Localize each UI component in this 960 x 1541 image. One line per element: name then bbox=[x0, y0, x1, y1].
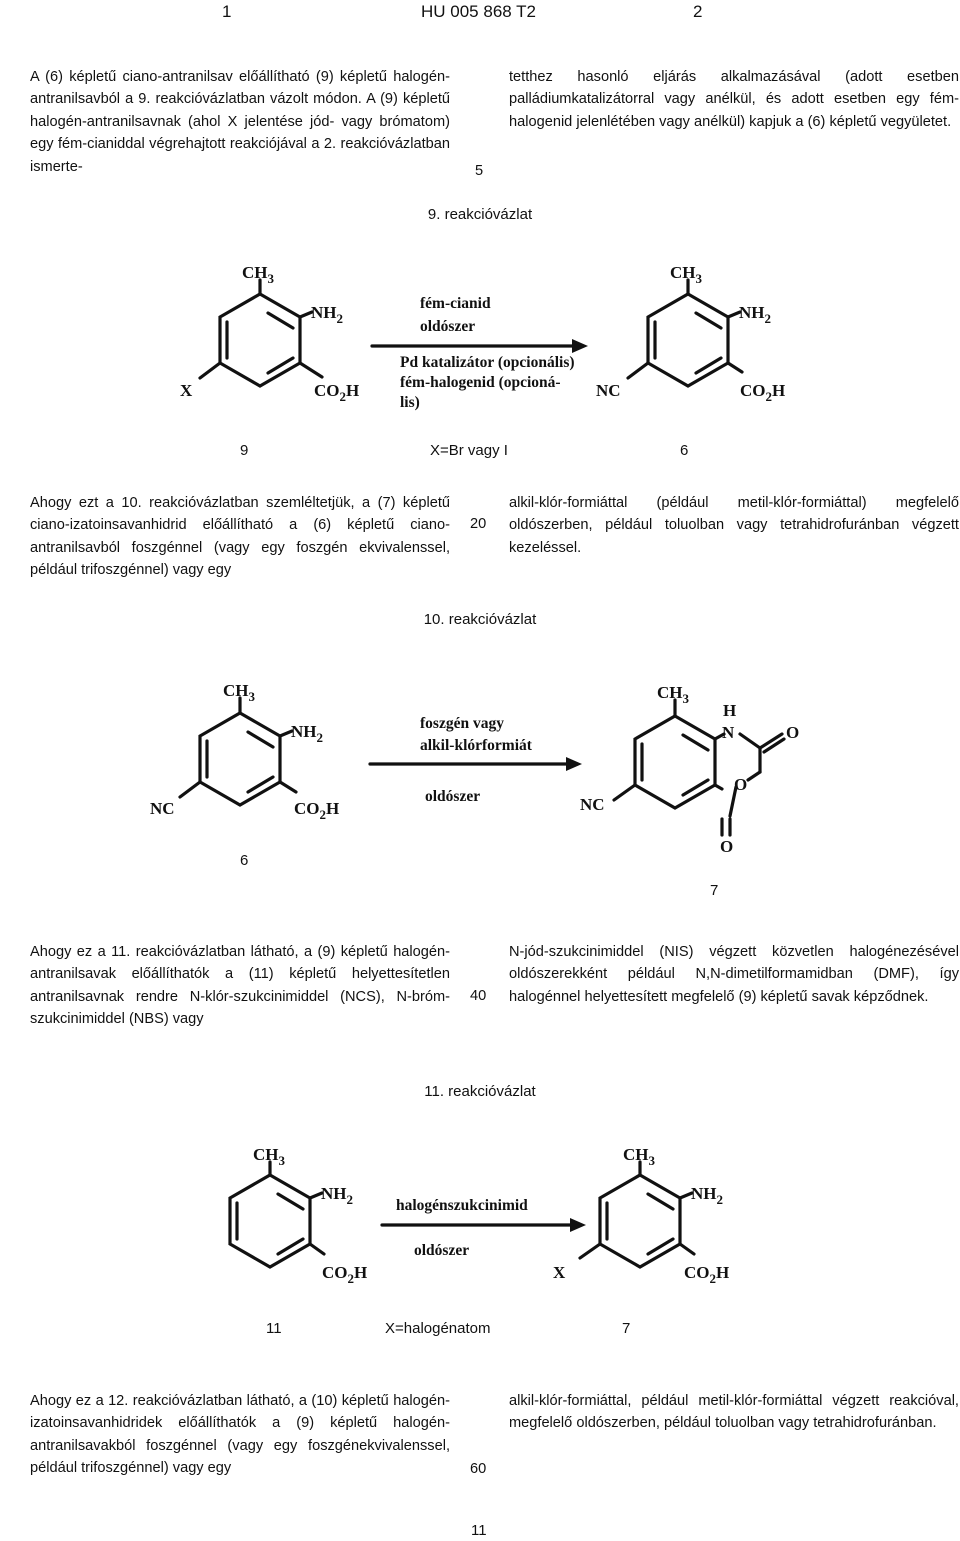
ch3-label: $CH_3$ bbox=[623, 1145, 655, 1168]
condition-9-below-3: lis) bbox=[400, 394, 420, 411]
co2h-label: $CO_2H$ bbox=[322, 1263, 368, 1286]
condition-11-above-1: halogénszukcinimid bbox=[396, 1197, 528, 1214]
scheme-10-title: 10. reakcióvázlat bbox=[423, 611, 537, 628]
co2h-label: $CO_2H$ bbox=[294, 799, 340, 822]
header-left-number: 1 bbox=[222, 2, 232, 21]
nc-label: NC bbox=[580, 795, 605, 814]
condition-10-above-1: foszgén vagy bbox=[420, 715, 504, 732]
reaction-arrow-10 bbox=[370, 715, 582, 805]
scheme-9-label-right: 6 bbox=[680, 442, 689, 459]
scheme-9-label-left: 9 bbox=[240, 442, 249, 459]
paragraph-3-left: Ahogy ez a 11. reakcióvázlatban látható, a (9) képletű halogén-antranilsavak előállíthatók a (11) képletű helyettesítetlen antranilsavnak rendre N-klór-szukcinimiddel (NCS), N-bróm-szukcinimiddel (NBS) vagy bbox=[30, 944, 450, 1028]
condition-11-below-1: oldószer bbox=[414, 1242, 470, 1259]
condition-9-below-1: Pd katalizátor (opcionális) bbox=[400, 354, 575, 371]
paragraph-1-left: A (6) képletű ciano-antranilsav előállítható (9) képletű halogén-antranilsavból a 9. reakcióvázlatban vázolt módon. A (9) képletű halogén-antranilsavnak (ahol X jelentése jód- vagy brómatom) egy fém-cianiddal végrehajtott reakciójával a 2. reakcióvázlatban ismerte- bbox=[30, 69, 450, 175]
paragraph-4-left: Ahogy ez a 12. reakcióvázlatban látható, a (10) képletű halogén-izatoinsavanhidridek előállíthatók a (9) képletű halogén-antranilsavakból foszgénnel (vagy egy foszgénekvivalenssel, például trifoszgénnel) vagy egy bbox=[30, 1393, 450, 1477]
scheme-10-label-left: 6 bbox=[240, 852, 249, 869]
ring-o-label: O bbox=[734, 775, 748, 794]
o-label: O bbox=[786, 723, 800, 742]
scheme-9-label-mid: X=Br vagy I bbox=[430, 442, 508, 459]
molecule-7 bbox=[580, 683, 799, 856]
co2h-label: $CO_2H$ bbox=[740, 381, 786, 404]
line-number-60: 60 bbox=[470, 1461, 487, 1477]
molecule-6 bbox=[150, 681, 339, 822]
paragraph-2-right: alkil-klór-formiáttal (például metil-klór-formiáttal) megfelelő oldószerben, például toluolban vagy tetrahidrofuránban végzett kezeléssel. bbox=[509, 495, 959, 556]
molecule-9 bbox=[180, 263, 359, 404]
condition-10-below-1: oldószer bbox=[425, 788, 481, 805]
header-right-number: 2 bbox=[693, 2, 703, 21]
reaction-arrow-9 bbox=[372, 295, 588, 411]
nh2-label: $NH_2$ bbox=[691, 1184, 723, 1207]
nh2-label: $NH_2$ bbox=[321, 1184, 353, 1207]
nc-label: NC bbox=[150, 799, 175, 818]
ch3-label: $CH_3$ bbox=[657, 683, 689, 706]
scheme-11-label-left: 11 bbox=[266, 1320, 282, 1337]
condition-9-below-2: fém-halogenid (opcioná- bbox=[400, 374, 561, 391]
scheme-10-structures bbox=[0, 666, 960, 856]
line-number-40: 40 bbox=[470, 988, 487, 1004]
co2h-label: $CO_2H$ bbox=[314, 381, 360, 404]
nh2-label: $NH_2$ bbox=[739, 303, 771, 326]
document-id: HU 005 868 T2 bbox=[421, 2, 536, 21]
page-number: 11 bbox=[471, 1522, 487, 1539]
scheme-11-title: 11. reakcióvázlat bbox=[424, 1083, 536, 1100]
molecule-11 bbox=[230, 1145, 367, 1286]
scheme-9-title: 9. reakcióvázlat bbox=[427, 206, 533, 223]
paragraph-2-left: Ahogy ezt a 10. reakcióvázlatban szemléltetjük, a (7) képletű ciano-izatoinsavanhidrid előállítható a (6) képletű ciano-antranilsavból foszgénnel (vagy egy foszgén ekvivalenssel, például trifoszgénnel) vagy egy bbox=[30, 495, 450, 579]
condition-10-above-2: alkil-klórformiát bbox=[420, 737, 532, 754]
reaction-arrow-11 bbox=[382, 1197, 586, 1259]
condition-9-above-1: fém-cianid bbox=[420, 295, 491, 312]
paragraph-1-right: tetthez hasonló eljárás alkalmazásával (adott esetben palládiumkatalizátorral vagy anélkül, és adott esetben egy fém-halogenid jelenlétében vagy anélkül) kapjuk a (6) képletű vegyületet. bbox=[509, 69, 959, 130]
nc-label: NC bbox=[596, 381, 621, 400]
scheme-10-label-right: 7 bbox=[710, 882, 719, 899]
molecule-6 bbox=[596, 263, 785, 404]
ch3-label: $CH_3$ bbox=[242, 263, 274, 286]
ch3-label: $CH_3$ bbox=[223, 681, 255, 704]
paragraph-4-right: alkil-klór-formiáttal, például metil-klór-formiáttal végzett reakcióval, megfelelő oldószerben, például toluolban vagy tetrahidrofuránban. bbox=[509, 1393, 959, 1432]
x-label: X bbox=[553, 1263, 566, 1282]
n-label: N bbox=[722, 723, 735, 742]
paragraph-3-right: N-jód-szukcinimiddel (NIS) végzett közvetlen halogénezésével oldószerekként például N,N-dimetilformamidban (DMF), így halogénnel helyettesített megfelelő (9) képletű savak képződnek. bbox=[509, 944, 959, 1005]
line-number-5: 5 bbox=[475, 163, 484, 179]
x-label: X bbox=[180, 381, 193, 400]
molecule-9 bbox=[553, 1145, 729, 1286]
scheme-11-label-mid: X=halogénatom bbox=[385, 1320, 491, 1337]
line-number-20: 20 bbox=[470, 516, 487, 532]
scheme-11-label-right: 7 bbox=[622, 1320, 631, 1337]
ch3-label: $CH_3$ bbox=[670, 263, 702, 286]
co2h-label: $CO_2H$ bbox=[684, 1263, 730, 1286]
scheme-9-structures bbox=[0, 250, 960, 425]
condition-9-above-2: oldószer bbox=[420, 318, 476, 335]
nh2-label: $NH_2$ bbox=[291, 722, 323, 745]
carbonyl-o-label: O bbox=[720, 837, 734, 856]
h-label: H bbox=[723, 701, 737, 720]
ch3-label: $CH_3$ bbox=[253, 1145, 285, 1168]
nh2-label: $NH_2$ bbox=[311, 303, 343, 326]
scheme-11-structures bbox=[0, 1138, 960, 1298]
